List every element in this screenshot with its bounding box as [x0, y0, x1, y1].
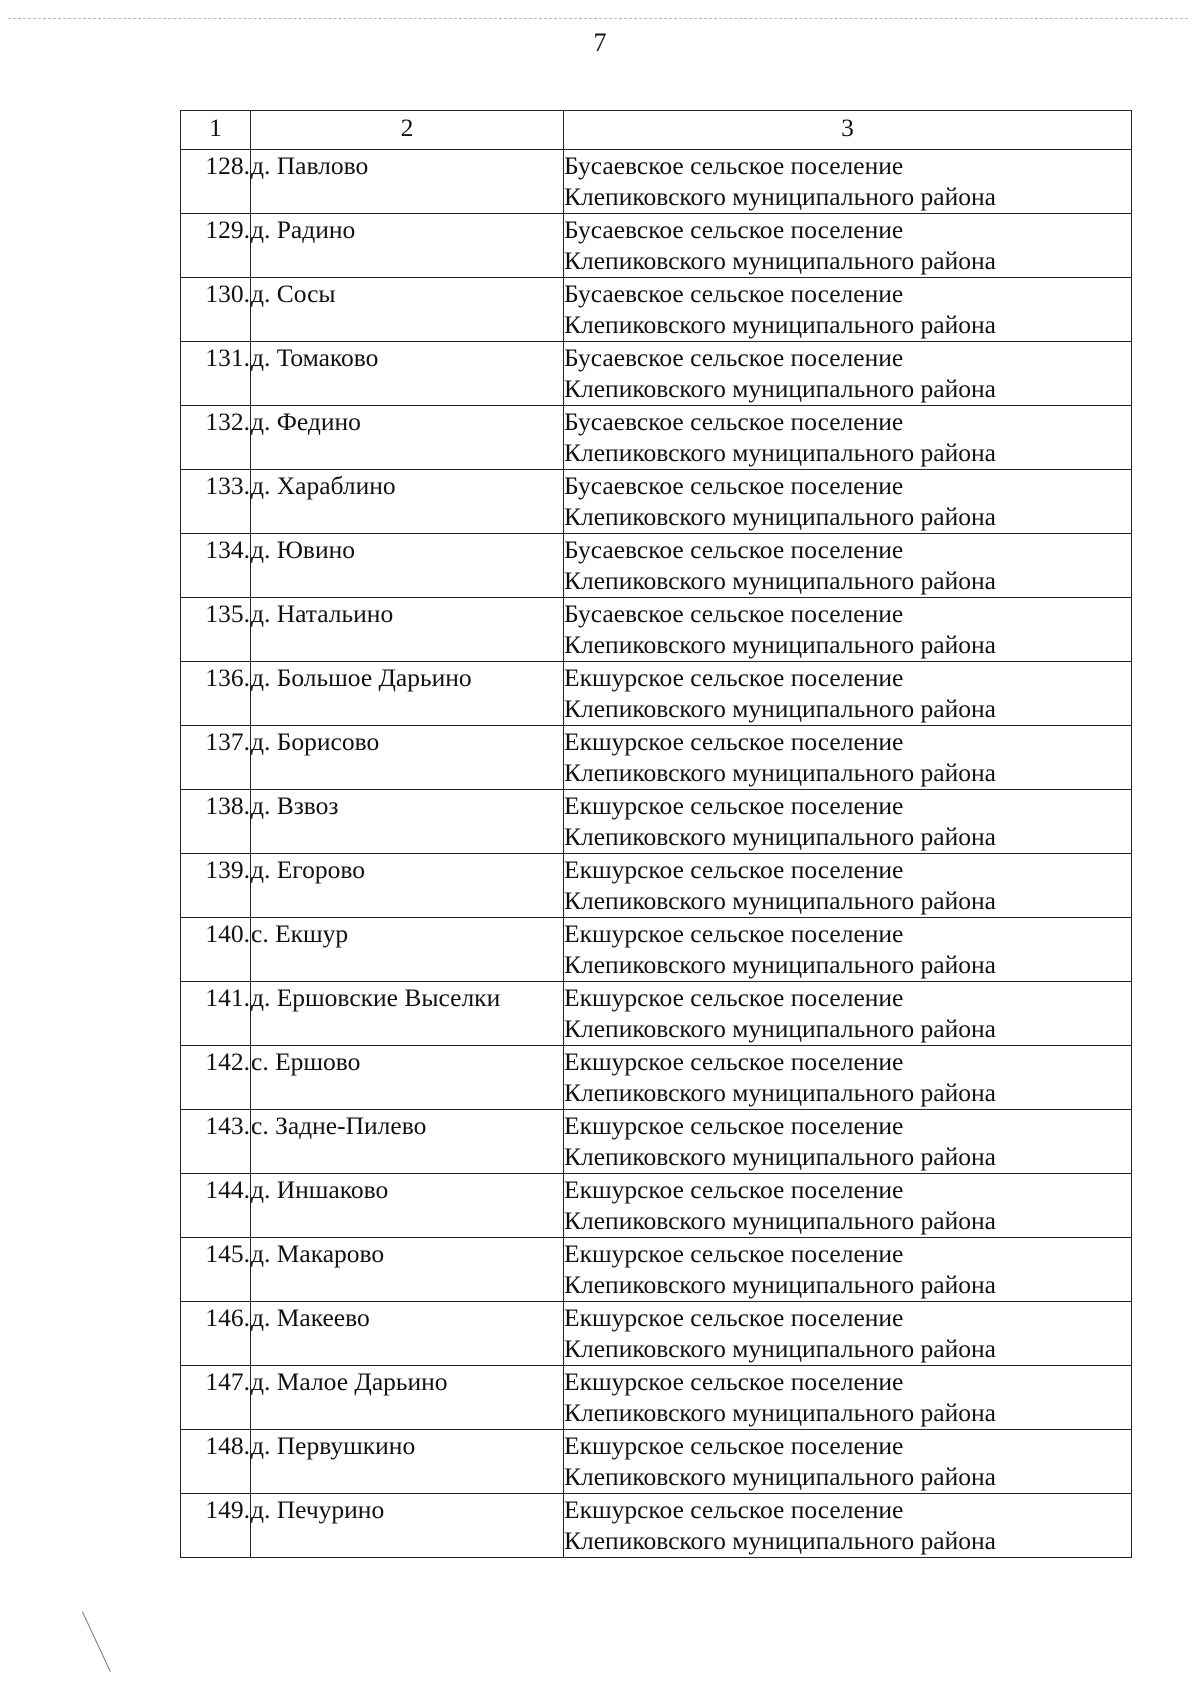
settlement-name: д. Большое Дарьино — [251, 662, 564, 726]
municipality-line-2: Клепиковского муниципального района — [564, 758, 996, 787]
municipality-line-2: Клепиковского муниципального района — [564, 1334, 996, 1363]
municipality-line-1: Екшурское сельское поселение — [564, 1175, 904, 1204]
column-header-3: 3 — [564, 111, 1132, 150]
municipality-line-2: Клепиковского муниципального района — [564, 1398, 996, 1427]
settlement-name: д. Федино — [251, 406, 564, 470]
scan-artifact-mark — [82, 1612, 111, 1672]
row-number: 128. — [181, 150, 251, 214]
municipality-line-1: Екшурское сельское поселение — [564, 1495, 904, 1524]
table-row — [181, 918, 1132, 982]
municipality-line-1: Екшурское сельское поселение — [564, 663, 904, 692]
municipality-line-1: Екшурское сельское поселение — [564, 1239, 904, 1268]
row-number: 145. — [181, 1238, 251, 1302]
municipality-line-2: Клепиковского муниципального района — [564, 310, 996, 339]
table-row — [181, 1430, 1132, 1494]
page-number: 7 — [593, 28, 607, 57]
settlement-name: д. Борисово — [251, 726, 564, 790]
row-number: 147. — [181, 1366, 251, 1430]
row-number: 138. — [181, 790, 251, 854]
municipality-line-1: Екшурское сельское поселение — [564, 727, 904, 756]
municipality-line-1: Екшурское сельское поселение — [564, 855, 904, 884]
settlement-municipality — [564, 214, 1132, 278]
row-number: 136. — [181, 662, 251, 726]
settlement-municipality — [564, 1366, 1132, 1430]
column-header-1: 1 — [181, 111, 251, 150]
municipality-line-2: Клепиковского муниципального района — [564, 694, 996, 723]
settlement-municipality — [564, 726, 1132, 790]
table-row — [181, 1238, 1132, 1302]
municipality-line-1: Екшурское сельское поселение — [564, 1111, 904, 1140]
settlement-name: д. Натальино — [251, 598, 564, 662]
scan-artifact-top — [8, 18, 1188, 19]
settlement-municipality — [564, 150, 1132, 214]
table-row — [181, 854, 1132, 918]
settlement-municipality — [564, 790, 1132, 854]
row-number: 133. — [181, 470, 251, 534]
row-number: 146. — [181, 1302, 251, 1366]
row-number: 142. — [181, 1046, 251, 1110]
table-row — [181, 1174, 1132, 1238]
settlement-municipality — [564, 598, 1132, 662]
row-number: 134. — [181, 534, 251, 598]
municipality-line-1: Бусаевское сельское поселение — [564, 279, 904, 308]
table-row — [181, 790, 1132, 854]
settlement-name: д. Макеево — [251, 1302, 564, 1366]
table-row — [181, 726, 1132, 790]
settlement-municipality — [564, 406, 1132, 470]
settlement-name: д. Егорово — [251, 854, 564, 918]
column-header-2: 2 — [251, 111, 564, 150]
settlement-municipality — [564, 1430, 1132, 1494]
municipality-line-1: Екшурское сельское поселение — [564, 1303, 904, 1332]
settlement-name: д. Макарово — [251, 1238, 564, 1302]
settlement-name: д. Павлово — [251, 150, 564, 214]
row-number: 148. — [181, 1430, 251, 1494]
settlement-name: д. Хараблино — [251, 470, 564, 534]
table-row — [181, 534, 1132, 598]
settlement-name: д. Малое Дарьино — [251, 1366, 564, 1430]
settlement-name: д. Первушкино — [251, 1430, 564, 1494]
table-row — [181, 1046, 1132, 1110]
settlement-municipality — [564, 1238, 1132, 1302]
settlement-name: д. Печурино — [251, 1494, 564, 1558]
row-number: 131. — [181, 342, 251, 406]
municipality-line-1: Екшурское сельское поселение — [564, 919, 904, 948]
table-row — [181, 662, 1132, 726]
municipality-line-2: Клепиковского муниципального района — [564, 182, 996, 211]
table-row — [181, 470, 1132, 534]
municipality-line-1: Екшурское сельское поселение — [564, 983, 904, 1012]
table-row — [181, 342, 1132, 406]
settlement-name: д. Иншаково — [251, 1174, 564, 1238]
settlement-municipality — [564, 342, 1132, 406]
municipality-line-2: Клепиковского муниципального района — [564, 1014, 996, 1043]
settlement-name: д. Ершовские Выселки — [251, 982, 564, 1046]
row-number: 140. — [181, 918, 251, 982]
municipality-line-2: Клепиковского муниципального района — [564, 246, 996, 275]
table-row — [181, 1366, 1132, 1430]
settlement-municipality — [564, 1494, 1132, 1558]
row-number: 141. — [181, 982, 251, 1046]
municipality-line-2: Клепиковского муниципального района — [564, 1526, 996, 1555]
table-body — [181, 150, 1132, 1558]
settlement-name: с. Ершово — [251, 1046, 564, 1110]
municipality-line-1: Екшурское сельское поселение — [564, 1431, 904, 1460]
settlement-name: д. Сосы — [251, 278, 564, 342]
settlement-name: с. Задне-Пилево — [251, 1110, 564, 1174]
municipality-line-2: Клепиковского муниципального района — [564, 1078, 996, 1107]
municipality-line-2: Клепиковского муниципального района — [564, 886, 996, 915]
municipality-line-1: Екшурское сельское поселение — [564, 791, 904, 820]
table-row — [181, 150, 1132, 214]
municipality-line-1: Бусаевское сельское поселение — [564, 535, 904, 564]
row-number: 132. — [181, 406, 251, 470]
table-row — [181, 1110, 1132, 1174]
settlement-municipality — [564, 1174, 1132, 1238]
settlement-municipality — [564, 982, 1132, 1046]
municipality-line-1: Бусаевское сельское поселение — [564, 471, 904, 500]
settlement-municipality — [564, 854, 1132, 918]
municipality-line-2: Клепиковского муниципального района — [564, 1270, 996, 1299]
table-row — [181, 278, 1132, 342]
municipality-line-2: Клепиковского муниципального района — [564, 566, 996, 595]
row-number: 135. — [181, 598, 251, 662]
municipality-line-1: Бусаевское сельское поселение — [564, 151, 904, 180]
row-number: 143. — [181, 1110, 251, 1174]
settlement-municipality — [564, 1046, 1132, 1110]
municipality-line-1: Бусаевское сельское поселение — [564, 599, 904, 628]
settlement-municipality — [564, 1302, 1132, 1366]
settlement-name: д. Ювино — [251, 534, 564, 598]
municipality-line-1: Екшурское сельское поселение — [564, 1047, 904, 1076]
row-number: 130. — [181, 278, 251, 342]
municipality-line-2: Клепиковского муниципального района — [564, 822, 996, 851]
settlement-name: д. Томаково — [251, 342, 564, 406]
table-row — [181, 598, 1132, 662]
settlement-municipality — [564, 662, 1132, 726]
municipality-line-2: Клепиковского муниципального района — [564, 374, 996, 403]
row-number: 137. — [181, 726, 251, 790]
municipality-line-2: Клепиковского муниципального района — [564, 438, 996, 467]
table-row — [181, 406, 1132, 470]
settlement-municipality — [564, 1110, 1132, 1174]
settlement-municipality — [564, 918, 1132, 982]
settlement-name: с. Екшур — [251, 918, 564, 982]
municipality-line-1: Бусаевское сельское поселение — [564, 343, 904, 372]
municipality-line-1: Бусаевское сельское поселение — [564, 407, 904, 436]
settlements-table — [180, 110, 1132, 1558]
settlement-municipality — [564, 470, 1132, 534]
row-number: 129. — [181, 214, 251, 278]
settlement-name: д. Радино — [251, 214, 564, 278]
row-number: 139. — [181, 854, 251, 918]
table-row — [181, 1302, 1132, 1366]
municipality-line-2: Клепиковского муниципального района — [564, 630, 996, 659]
municipality-line-2: Клепиковского муниципального района — [564, 950, 996, 979]
table-row — [181, 214, 1132, 278]
table-header-row — [181, 111, 1132, 150]
municipality-line-1: Бусаевское сельское поселение — [564, 215, 904, 244]
municipality-line-1: Екшурское сельское поселение — [564, 1367, 904, 1396]
settlement-municipality — [564, 278, 1132, 342]
table-row — [181, 1494, 1132, 1558]
municipality-line-2: Клепиковского муниципального района — [564, 1462, 996, 1491]
table-row — [181, 982, 1132, 1046]
row-number: 149. — [181, 1494, 251, 1558]
municipality-line-2: Клепиковского муниципального района — [564, 502, 996, 531]
settlement-municipality — [564, 534, 1132, 598]
row-number: 144. — [181, 1174, 251, 1238]
municipality-line-2: Клепиковского муниципального района — [564, 1206, 996, 1235]
municipality-line-2: Клепиковского муниципального района — [564, 1142, 996, 1171]
settlement-name: д. Взвоз — [251, 790, 564, 854]
